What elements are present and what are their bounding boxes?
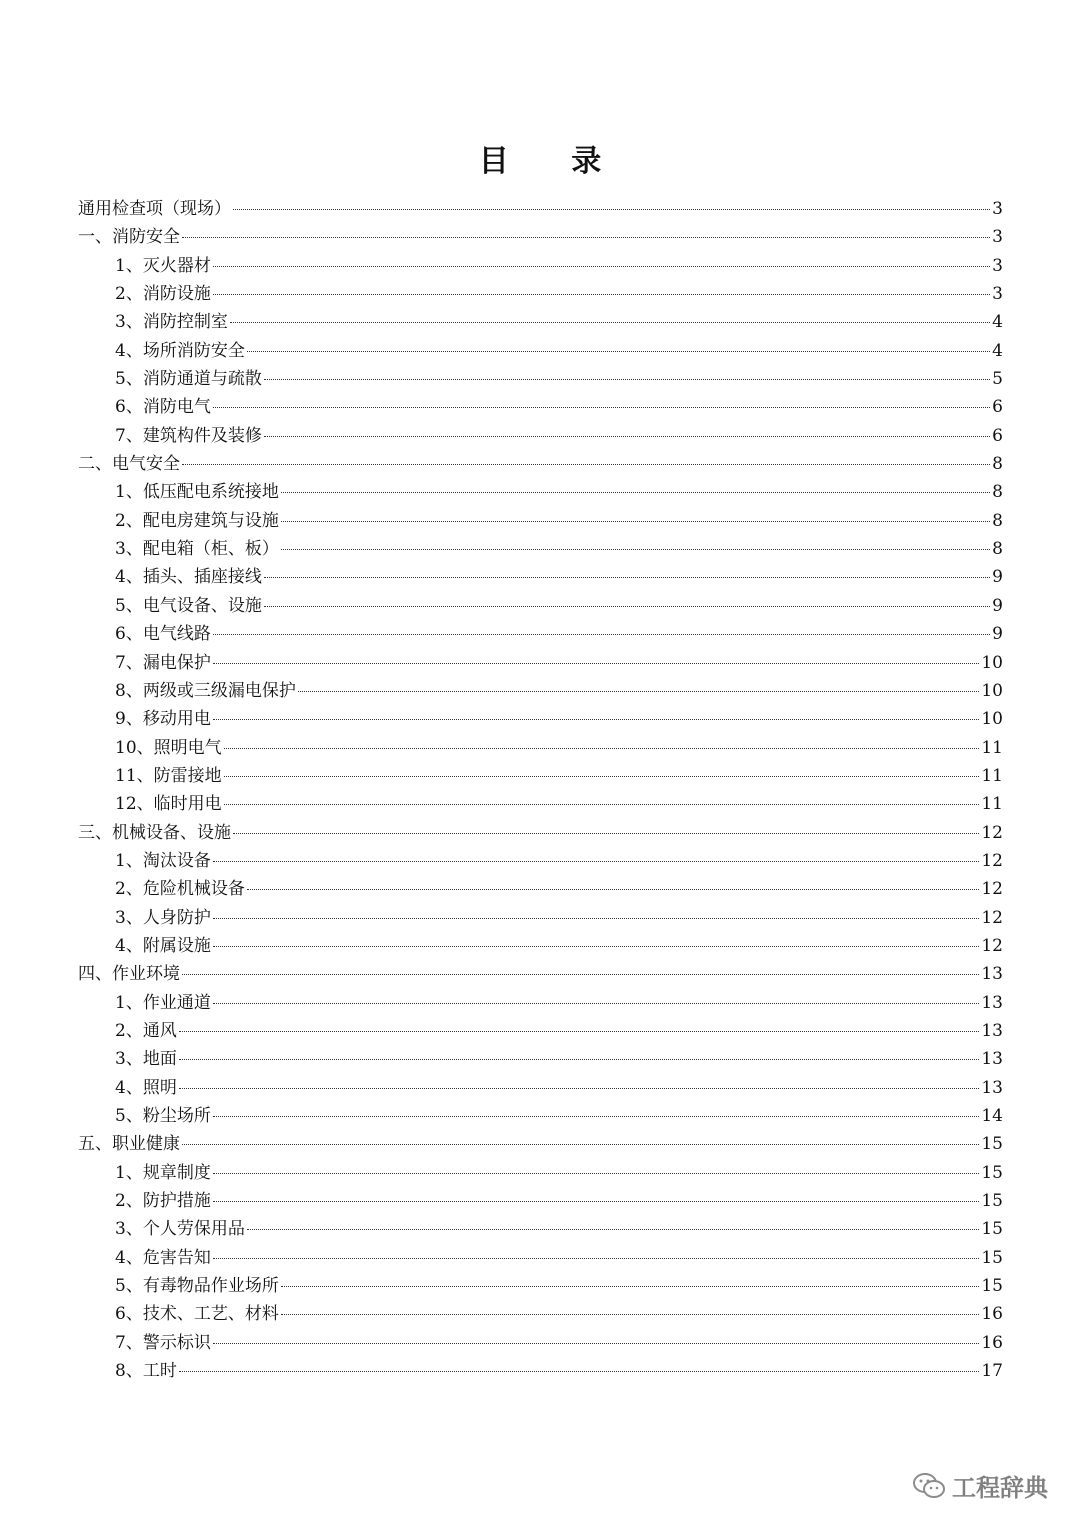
toc-leader-dots	[233, 209, 990, 210]
toc-entry-label: 4、照明	[115, 1077, 177, 1098]
toc-entry[interactable]	[78, 960, 1003, 988]
toc-entry-label: 6、技术、工艺、材料	[115, 1304, 279, 1325]
toc-entry-label: 3、配电箱（柜、板）	[115, 539, 279, 560]
toc-entry-label: 7、警示标识	[115, 1332, 211, 1353]
toc-leader-dots	[281, 521, 990, 522]
toc-entry[interactable]	[78, 308, 1003, 336]
toc-entry-page-number: 9	[992, 595, 1003, 616]
toc-entry-page-number: 15	[981, 1162, 1003, 1183]
toc-entry-label: 五、职业健康	[78, 1134, 180, 1155]
toc-entry-label: 6、消防电气	[115, 397, 211, 418]
toc-entry-label: 1、低压配电系统接地	[115, 482, 279, 503]
toc-leader-dots	[182, 1144, 979, 1145]
toc-entry-label: 3、消防控制室	[115, 312, 228, 333]
toc-leader-dots	[230, 322, 990, 323]
toc-leader-dots	[213, 1116, 980, 1117]
toc-entry-label: 4、危害告知	[115, 1247, 211, 1268]
toc-entry-page-number: 8	[992, 510, 1003, 531]
toc-entry-label: 9、移动用电	[115, 709, 211, 730]
toc-entry-page-number: 17	[981, 1361, 1003, 1382]
toc-entry-page-number: 8	[992, 482, 1003, 503]
toc-entry-label: 2、配电房建筑与设施	[115, 510, 279, 531]
toc-entry[interactable]	[78, 819, 1003, 847]
toc-entry[interactable]	[78, 790, 1003, 818]
toc-entry[interactable]	[78, 705, 1003, 733]
toc-entry[interactable]	[78, 847, 1003, 875]
toc-leader-dots	[247, 1229, 980, 1230]
table-of-contents	[78, 195, 1003, 1385]
toc-entry-label: 8、两级或三级漏电保护	[115, 680, 296, 701]
toc-leader-dots	[179, 1371, 980, 1372]
page-title: 目 录	[478, 144, 628, 179]
toc-entry[interactable]	[78, 1244, 1003, 1272]
toc-entry[interactable]	[78, 1357, 1003, 1385]
toc-entry-page-number: 12	[981, 822, 1003, 843]
toc-leader-dots	[247, 351, 990, 352]
toc-leader-dots	[182, 237, 990, 238]
toc-entry-label: 7、漏电保护	[115, 652, 211, 673]
wechat-icon	[912, 1472, 946, 1500]
toc-leader-dots	[224, 776, 980, 777]
toc-entry[interactable]	[78, 478, 1003, 506]
toc-entry[interactable]	[78, 1159, 1003, 1187]
toc-entry[interactable]	[78, 592, 1003, 620]
toc-entry[interactable]	[78, 1300, 1003, 1328]
toc-entry-page-number: 13	[981, 964, 1003, 985]
toc-entry[interactable]	[78, 1102, 1003, 1130]
toc-entry-page-number: 8	[992, 454, 1003, 475]
toc-entry[interactable]	[78, 1272, 1003, 1300]
toc-entry-label: 一、消防安全	[78, 227, 180, 248]
toc-entry[interactable]	[78, 620, 1003, 648]
toc-entry[interactable]	[78, 932, 1003, 960]
toc-entry-page-number: 12	[981, 907, 1003, 928]
toc-entry-label: 5、有毒物品作业场所	[115, 1276, 279, 1297]
toc-entry-label: 1、淘汰设备	[115, 850, 211, 871]
toc-entry-page-number: 13	[981, 1049, 1003, 1070]
toc-entry-page-number: 16	[981, 1332, 1003, 1353]
toc-entry-page-number: 3	[992, 284, 1003, 305]
toc-entry-label: 5、电气设备、设施	[115, 595, 262, 616]
toc-entry-label: 4、场所消防安全	[115, 340, 245, 361]
toc-leader-dots	[224, 804, 980, 805]
toc-entry-label: 4、插头、插座接线	[115, 567, 262, 588]
toc-entry-page-number: 12	[981, 879, 1003, 900]
toc-entry-page-number: 3	[992, 227, 1003, 248]
toc-entry-page-number: 8	[992, 539, 1003, 560]
toc-entry-label: 四、作业环境	[78, 964, 180, 985]
toc-entry-label: 2、消防设施	[115, 284, 211, 305]
toc-entry[interactable]	[78, 1017, 1003, 1045]
toc-entry-label: 1、灭火器材	[115, 255, 211, 276]
toc-entry[interactable]	[78, 734, 1003, 762]
toc-entry[interactable]	[78, 507, 1003, 535]
toc-entry-page-number: 3	[992, 255, 1003, 276]
toc-entry[interactable]	[78, 1074, 1003, 1102]
toc-entry-label: 7、建筑构件及装修	[115, 425, 262, 446]
toc-entry-label: 三、机械设备、设施	[78, 822, 231, 843]
toc-entry-label: 二、电气安全	[78, 454, 180, 475]
toc-entry-page-number: 10	[981, 709, 1003, 730]
toc-leader-dots	[213, 1173, 980, 1174]
toc-entry-page-number: 16	[981, 1304, 1003, 1325]
toc-leader-dots	[224, 748, 980, 749]
toc-leader-dots	[179, 1059, 980, 1060]
toc-entry[interactable]	[78, 649, 1003, 677]
toc-entry[interactable]	[78, 989, 1003, 1017]
toc-leader-dots	[182, 974, 979, 975]
toc-leader-dots	[179, 1031, 980, 1032]
toc-entry[interactable]	[78, 1187, 1003, 1215]
watermark	[912, 1468, 1048, 1503]
toc-entry[interactable]	[78, 762, 1003, 790]
toc-leader-dots	[298, 691, 980, 692]
toc-entry[interactable]	[78, 365, 1003, 393]
toc-entry-label: 3、个人劳保用品	[115, 1219, 245, 1240]
toc-leader-dots	[264, 379, 990, 380]
toc-leader-dots	[213, 719, 980, 720]
toc-entry[interactable]	[78, 195, 1003, 223]
toc-entry-page-number: 15	[981, 1191, 1003, 1212]
toc-entry[interactable]	[78, 1045, 1003, 1073]
toc-leader-dots	[281, 492, 990, 493]
toc-entry-page-number: 9	[992, 567, 1003, 588]
toc-leader-dots	[213, 663, 980, 664]
toc-leader-dots	[233, 833, 979, 834]
toc-entry-label: 11、防雷接地	[115, 765, 222, 786]
toc-leader-dots	[213, 946, 980, 947]
toc-leader-dots	[213, 1343, 980, 1344]
toc-leader-dots	[213, 1201, 980, 1202]
toc-entry-label: 5、消防通道与疏散	[115, 369, 262, 390]
toc-entry[interactable]	[78, 563, 1003, 591]
toc-entry[interactable]	[78, 252, 1003, 280]
toc-entry[interactable]	[78, 422, 1003, 450]
toc-leader-dots	[213, 407, 990, 408]
toc-entry[interactable]	[78, 393, 1003, 421]
toc-entry-page-number: 11	[981, 794, 1003, 815]
toc-entry-page-number: 10	[981, 652, 1003, 673]
watermark-text: 工程辞典	[952, 1474, 1048, 1502]
toc-entry-label: 4、附属设施	[115, 935, 211, 956]
toc-entry-page-number: 3	[992, 199, 1003, 219]
toc-entry-page-number: 15	[981, 1276, 1003, 1297]
toc-entry-label: 12、临时用电	[115, 794, 222, 815]
toc-entry-label: 10、照明电气	[115, 737, 222, 758]
toc-entry-page-number: 12	[981, 850, 1003, 871]
toc-entry[interactable]	[78, 535, 1003, 563]
toc-leader-dots	[179, 1088, 980, 1089]
toc-entry-page-number: 5	[992, 369, 1003, 390]
toc-entry-page-number: 4	[992, 312, 1003, 333]
toc-entry-label: 3、地面	[115, 1049, 177, 1070]
toc-entry-page-number: 15	[981, 1247, 1003, 1268]
toc-entry-page-number: 6	[992, 425, 1003, 446]
toc-entry-page-number: 15	[981, 1134, 1003, 1155]
toc-entry-page-number: 14	[981, 1106, 1003, 1126]
toc-entry[interactable]	[78, 904, 1003, 932]
toc-entry-page-number: 13	[981, 1020, 1003, 1041]
toc-leader-dots	[182, 464, 990, 465]
toc-leader-dots	[264, 436, 990, 437]
toc-entry[interactable]	[78, 280, 1003, 308]
toc-entry-label: 1、作业通道	[115, 992, 211, 1013]
toc-entry-label: 5、粉尘场所	[115, 1106, 211, 1126]
toc-entry[interactable]	[78, 1130, 1003, 1158]
toc-entry-label: 通用检查项（现场）	[78, 199, 231, 219]
toc-entry-page-number: 10	[981, 680, 1003, 701]
toc-entry[interactable]	[78, 677, 1003, 705]
toc-entry[interactable]	[78, 1329, 1003, 1357]
toc-entry-page-number: 9	[992, 624, 1003, 645]
toc-leader-dots	[213, 266, 990, 267]
toc-leader-dots	[213, 918, 980, 919]
toc-entry-page-number: 11	[981, 737, 1003, 758]
toc-entry-page-number: 4	[992, 340, 1003, 361]
toc-entry-page-number: 15	[981, 1219, 1003, 1240]
toc-leader-dots	[247, 889, 980, 890]
toc-entry-label: 8、工时	[115, 1361, 177, 1382]
toc-entry-page-number: 13	[981, 992, 1003, 1013]
toc-entry-page-number: 12	[981, 935, 1003, 956]
toc-leader-dots	[213, 634, 990, 635]
toc-entry-label: 1、规章制度	[115, 1162, 211, 1183]
toc-leader-dots	[213, 1003, 980, 1004]
toc-leader-dots	[213, 861, 980, 862]
toc-leader-dots	[264, 606, 990, 607]
toc-leader-dots	[213, 1258, 980, 1259]
toc-entry-page-number: 11	[981, 765, 1003, 786]
toc-entry-label: 2、危险机械设备	[115, 879, 245, 900]
toc-entry[interactable]	[78, 337, 1003, 365]
toc-entry-label: 6、电气线路	[115, 624, 211, 645]
toc-leader-dots	[281, 1314, 980, 1315]
toc-entry[interactable]	[78, 450, 1003, 478]
toc-leader-dots	[213, 294, 990, 295]
toc-entry-label: 2、防护措施	[115, 1191, 211, 1212]
toc-entry-label: 3、人身防护	[115, 907, 211, 928]
toc-entry[interactable]	[78, 223, 1003, 251]
toc-entry-page-number: 6	[992, 397, 1003, 418]
toc-entry[interactable]	[78, 1215, 1003, 1243]
toc-leader-dots	[281, 1286, 980, 1287]
toc-entry[interactable]	[78, 875, 1003, 903]
toc-entry-label: 2、通风	[115, 1020, 177, 1041]
toc-leader-dots	[281, 549, 990, 550]
toc-leader-dots	[264, 577, 990, 578]
toc-entry-page-number: 13	[981, 1077, 1003, 1098]
